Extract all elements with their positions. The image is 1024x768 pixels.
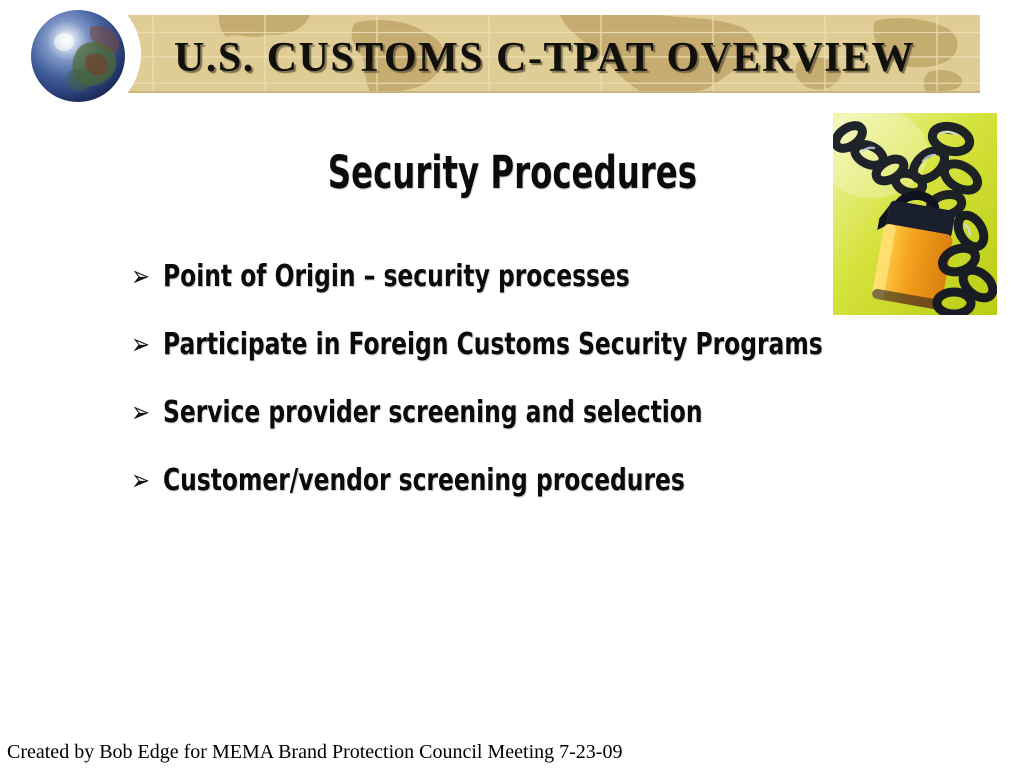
list-item bbox=[131, 462, 823, 498]
arrow-bullet-icon: ➢ bbox=[131, 463, 150, 497]
padlock-chains-illustration bbox=[833, 113, 997, 315]
bullet-text: Participate in Foreign Customs Security Programs bbox=[162, 327, 823, 362]
list-item bbox=[131, 258, 823, 294]
padlock-chains-photo bbox=[833, 113, 997, 315]
footer-credit: Created by Bob Edge for MEMA Brand Protection Council Meeting 7-23-09 bbox=[7, 741, 623, 763]
bullet-text: Service provider screening and selection bbox=[162, 395, 703, 430]
slide-banner-title: U.S. CUSTOMS C-TPAT OVERVIEW bbox=[174, 34, 916, 81]
arrow-bullet-icon: ➢ bbox=[131, 259, 150, 293]
header-band bbox=[100, 15, 980, 93]
list-item bbox=[131, 326, 823, 362]
globe-icon bbox=[30, 9, 126, 103]
page-title-text: Security Procedures bbox=[327, 146, 697, 199]
arrow-bullet-icon: ➢ bbox=[131, 327, 150, 361]
arrow-bullet-icon: ➢ bbox=[131, 395, 150, 429]
bullet-text: Point of Origin – security processes bbox=[162, 259, 630, 294]
bullet-text: Customer/vendor screening procedures bbox=[162, 463, 685, 498]
bullet-list bbox=[131, 258, 823, 530]
list-item bbox=[131, 394, 823, 430]
